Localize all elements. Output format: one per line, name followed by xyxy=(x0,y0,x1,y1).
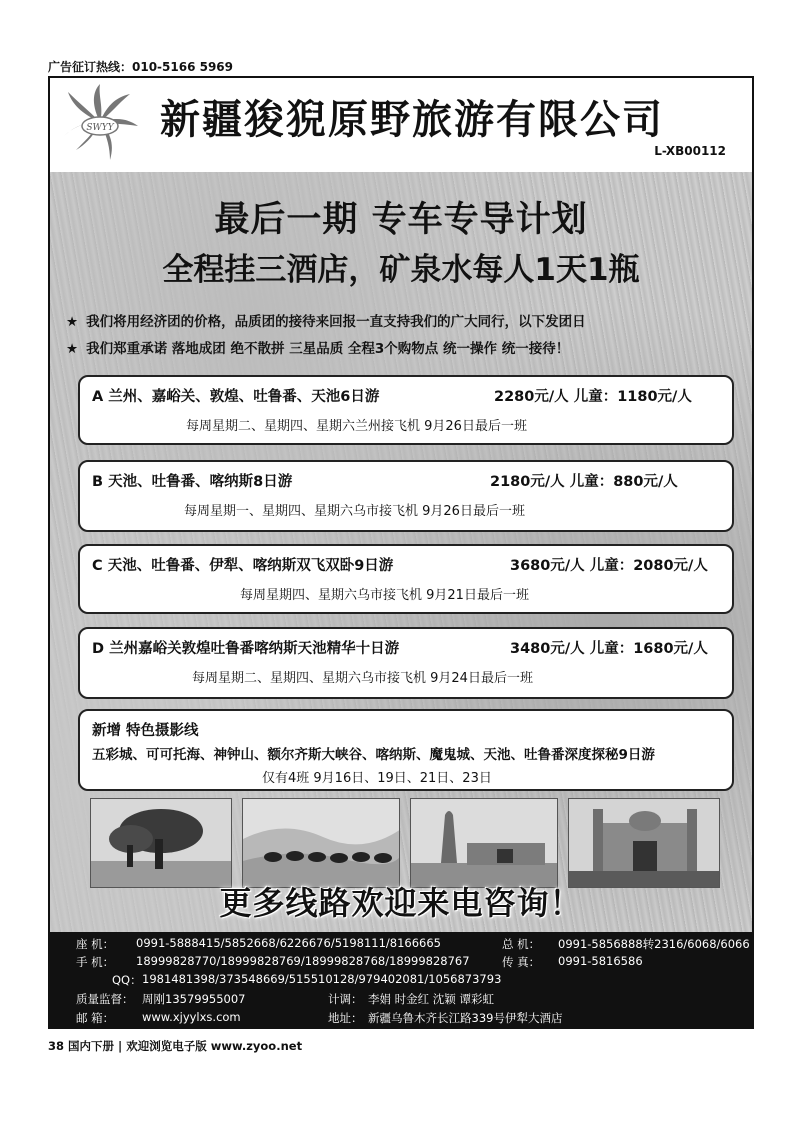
address: 新疆乌鲁木齐长江路339号伊犁大酒店 xyxy=(368,1011,563,1025)
contact-panel: 座 机： 0991-5888415/5852668/6226676/5198111/8166665 总 机： 0991-5856888转2316/6068/6066 手 机： 18999828770/18999828769/18999828768/18999828767 传 真： 0991-5816586 QQ： 1981481398/373548669/515510128/979402081/1056873793 质量监督： 周刚13579955007 计调： 李娟 时金红 沈颖 谭彩虹 邮 箱： www.xjyylxs.com 地址： 新疆乌鲁木齐长江路339号伊犁大酒店 xyxy=(50,932,752,1029)
ad-hotline: 广告征订热线：010-5166 5969 xyxy=(48,60,234,74)
photo-desert-poplar xyxy=(90,798,232,888)
photo-mosque xyxy=(568,798,720,888)
quality-supervisor: 周刚13579955007 xyxy=(142,992,246,1006)
route-card-c: C 天池、吐鲁番、伊犁、喀纳斯双飞双卧9日游 3680元/人 儿童：2080元/人 每周星期四、星期六乌市接飞机 9月21日最后一班 xyxy=(78,544,734,614)
star-icon: ★ xyxy=(66,341,79,357)
photo-camel-caravan xyxy=(242,798,400,888)
route-card-b: B 天池、吐鲁番、喀纳斯8日游 2180元/人 儿童：880元/人 每周星期一、星期四、星期六乌市接飞机 9月26日最后一班 xyxy=(78,460,734,532)
website[interactable]: www.xjyylxs.com xyxy=(142,1010,241,1024)
fax-number: 0991-5816586 xyxy=(558,954,643,968)
headline-primary: 最后一期 专车专导计划 xyxy=(214,200,588,240)
headline-secondary: 全程挂三酒店，矿泉水每人1天1瓶 xyxy=(162,252,640,288)
route-card-photography: 新增 特色摄影线 五彩城、可可托海、神钟山、额尔齐斯大峡谷、喀纳斯、魔鬼城、天池、吐鲁番深度探秘9日游 仅有4班 9月16日、19日、21日、23日 xyxy=(78,709,734,791)
photo-emin-minaret xyxy=(410,798,558,888)
main-phone: 0991-5856888转2316/6068/6066 xyxy=(558,937,750,951)
company-name: 新疆狻猊原野旅游有限公司 xyxy=(160,97,664,143)
note-line: ★ 我们将用经济团的价格，品质团的接待来回报一直支持我们的广大同行，以下发团日 xyxy=(66,314,586,330)
mobile-phone: 18999828770/18999828769/18999828768/18999828767 xyxy=(136,954,470,968)
note-line: ★ 我们郑重承诺 落地成团 绝不散拼 三星品质 全程3个购物点 统一操作 统一接待！ xyxy=(66,341,570,357)
page-footer: 38 国内下册 | 欢迎浏览电子版 www.zyoo.net xyxy=(48,1039,303,1053)
planners: 李娟 时金红 沈颖 谭彩虹 xyxy=(368,992,494,1006)
qq-numbers: 1981481398/373548669/515510128/979402081/1056873793 xyxy=(142,972,502,986)
sun-logo-icon xyxy=(60,82,140,164)
star-icon: ★ xyxy=(66,314,79,330)
advertisement-frame xyxy=(48,76,754,1029)
more-routes-banner: 更多线路欢迎来电咨询！ xyxy=(219,884,583,922)
route-card-d: D 兰州嘉峪关敦煌吐鲁番喀纳斯天池精华十日游 3480元/人 儿童：1680元/人 每周星期二、星期四、星期六乌市接飞机 9月24日最后一班 xyxy=(78,627,734,699)
license-number: L-XB00112 xyxy=(654,144,726,158)
route-card-a: A 兰州、嘉峪关、敦煌、吐鲁番、天池6日游 2280元/人 儿童：1180元/人 每周星期二、星期四、星期六兰州接飞机 9月26日最后一班 xyxy=(78,375,734,445)
svg-text:SWYY: SWYY xyxy=(86,123,114,133)
seat-phone: 0991-5888415/5852668/6226676/5198111/8166665 xyxy=(136,936,441,950)
company-header xyxy=(50,78,752,172)
